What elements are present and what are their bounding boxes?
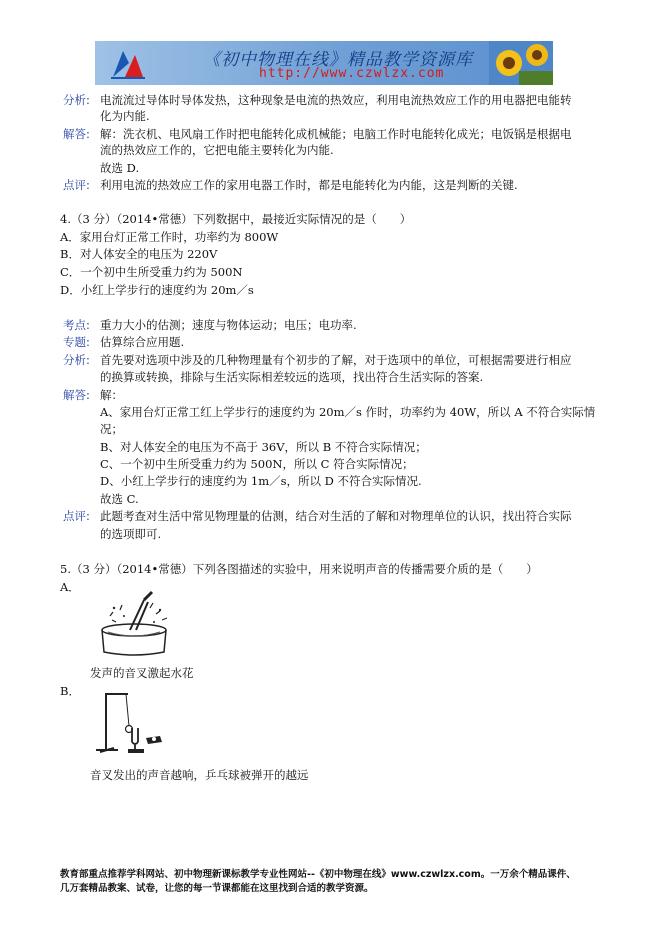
q4-topic-label: 专题: — [63, 335, 90, 349]
q4-option-b: B．对人体安全的电压为 220V — [60, 247, 218, 261]
q3-answer-line1: 解：洗衣机、电风扇工作时把电能转化成机械能；电脑工作时电能转化成光；电饭锅是根据电 — [100, 127, 572, 141]
q3-answer-label: 解答: — [63, 127, 90, 141]
tuning-fork-water-figure — [90, 590, 180, 658]
header-banner — [95, 41, 553, 85]
q4-option-c: C．一个初中生所受重力约为 500N — [60, 265, 243, 279]
q3-answer-line3: 故选 D. — [100, 161, 140, 175]
q4-answer-line: 况； — [100, 422, 123, 436]
q3-analysis-line2: 化为内能. — [100, 109, 150, 123]
footer-line1: 教育部重点推荐学科网站、初中物理新课标教学专业性网站--《初中物理在线》www.czwlzx.com。一万余个精品课件、 — [60, 869, 576, 880]
q4-point: 重力大小的估测；速度与物体运动；电压；电功率. — [100, 318, 357, 332]
q4-answer-line: 故选 C. — [100, 492, 139, 506]
q4-answer-line: D、小红上学步行的速度约为 1m／s，所以 D 不符合实际情况. — [100, 474, 422, 488]
banner-title: 《初中物理在线》精品教学资源库 — [203, 50, 473, 70]
q5-option-b: B． — [60, 684, 80, 698]
q5-caption-b: 音叉发出的声音越响，乒乓球被弹开的越远 — [90, 768, 309, 782]
q4-comment-line1: 此题考查对生活中常见物理量的估测，结合对生活的了解和对物理单位的认识，找出符合实际 — [100, 509, 572, 523]
banner-url[interactable]: http://www.czwlzx.com — [259, 66, 445, 81]
q3-answer-line2: 流的热效应工作的，它把电能主要转化为内能. — [100, 143, 334, 157]
q4-analysis-line1: 首先要对选项中涉及的几种物理量有个初步的了解，对于选项中的单位，可根据需要进行相应 — [100, 353, 572, 367]
q4-stem: 4.（3 分）（2014•常德）下列数据中，最接近实际情况的是（ ） — [60, 212, 412, 226]
q4-answer-line: A、家用台灯正常工红上学步行的速度约为 20m／s 作时，功率约为 40W，所以 A 不符合实际情 — [100, 405, 596, 419]
q4-answer-line: C、一个初中生所受重力约为 500N，所以 C 符合实际情况； — [100, 457, 414, 471]
q4-point-label: 考点: — [63, 318, 90, 332]
q4-answer-line: 解： — [100, 388, 123, 402]
tuning-fork-pingpong-figure — [88, 686, 168, 754]
sunflower-image-icon — [489, 41, 553, 85]
q4-option-a: A．家用台灯正常工作时，功率约为 800W — [60, 230, 279, 244]
q5-caption-a: 发声的音叉激起水花 — [90, 666, 194, 680]
q5-stem: 5.（3 分）（2014•常德）下列各图描述的实验中，用来说明声音的传播需要介质的是（ ） — [60, 562, 538, 576]
q4-option-d: D．小红上学步行的速度约为 20m／s — [60, 283, 254, 297]
q4-answer-line: B、对人体安全的电压为不高于 36V，所以 B 不符合实际情况； — [100, 440, 427, 454]
q3-analysis-label: 分析: — [63, 93, 90, 107]
q4-topic: 估算综合应用题. — [100, 335, 185, 349]
q4-analysis-label: 分析: — [63, 353, 90, 367]
q3-analysis-line1: 电流流过导体时导体发热，这种现象是电流的热效应，利用电流热效应工作的用电器把电能转 — [100, 93, 572, 107]
q3-comment-line1: 利用电流的热效应工作的家用电器工作时，都是电能转化为内能，这是判断的关键. — [100, 178, 518, 192]
q4-comment-label: 点评: — [63, 509, 90, 523]
q3-comment-label: 点评: — [63, 178, 90, 192]
q4-analysis-line2: 的换算或转换，排除与生活实际相差较远的选项，找出符合生活实际的答案. — [100, 370, 484, 384]
footer-line2: 几万套精品教案、试卷，让您的每一节课都能在这里找到合适的教学资源。 — [60, 883, 374, 894]
q4-answer-label: 解答: — [63, 388, 90, 402]
q4-comment-line2: 的选项即可. — [100, 527, 162, 541]
site-logo-icon — [109, 47, 147, 81]
q5-option-a: A． — [60, 580, 80, 594]
